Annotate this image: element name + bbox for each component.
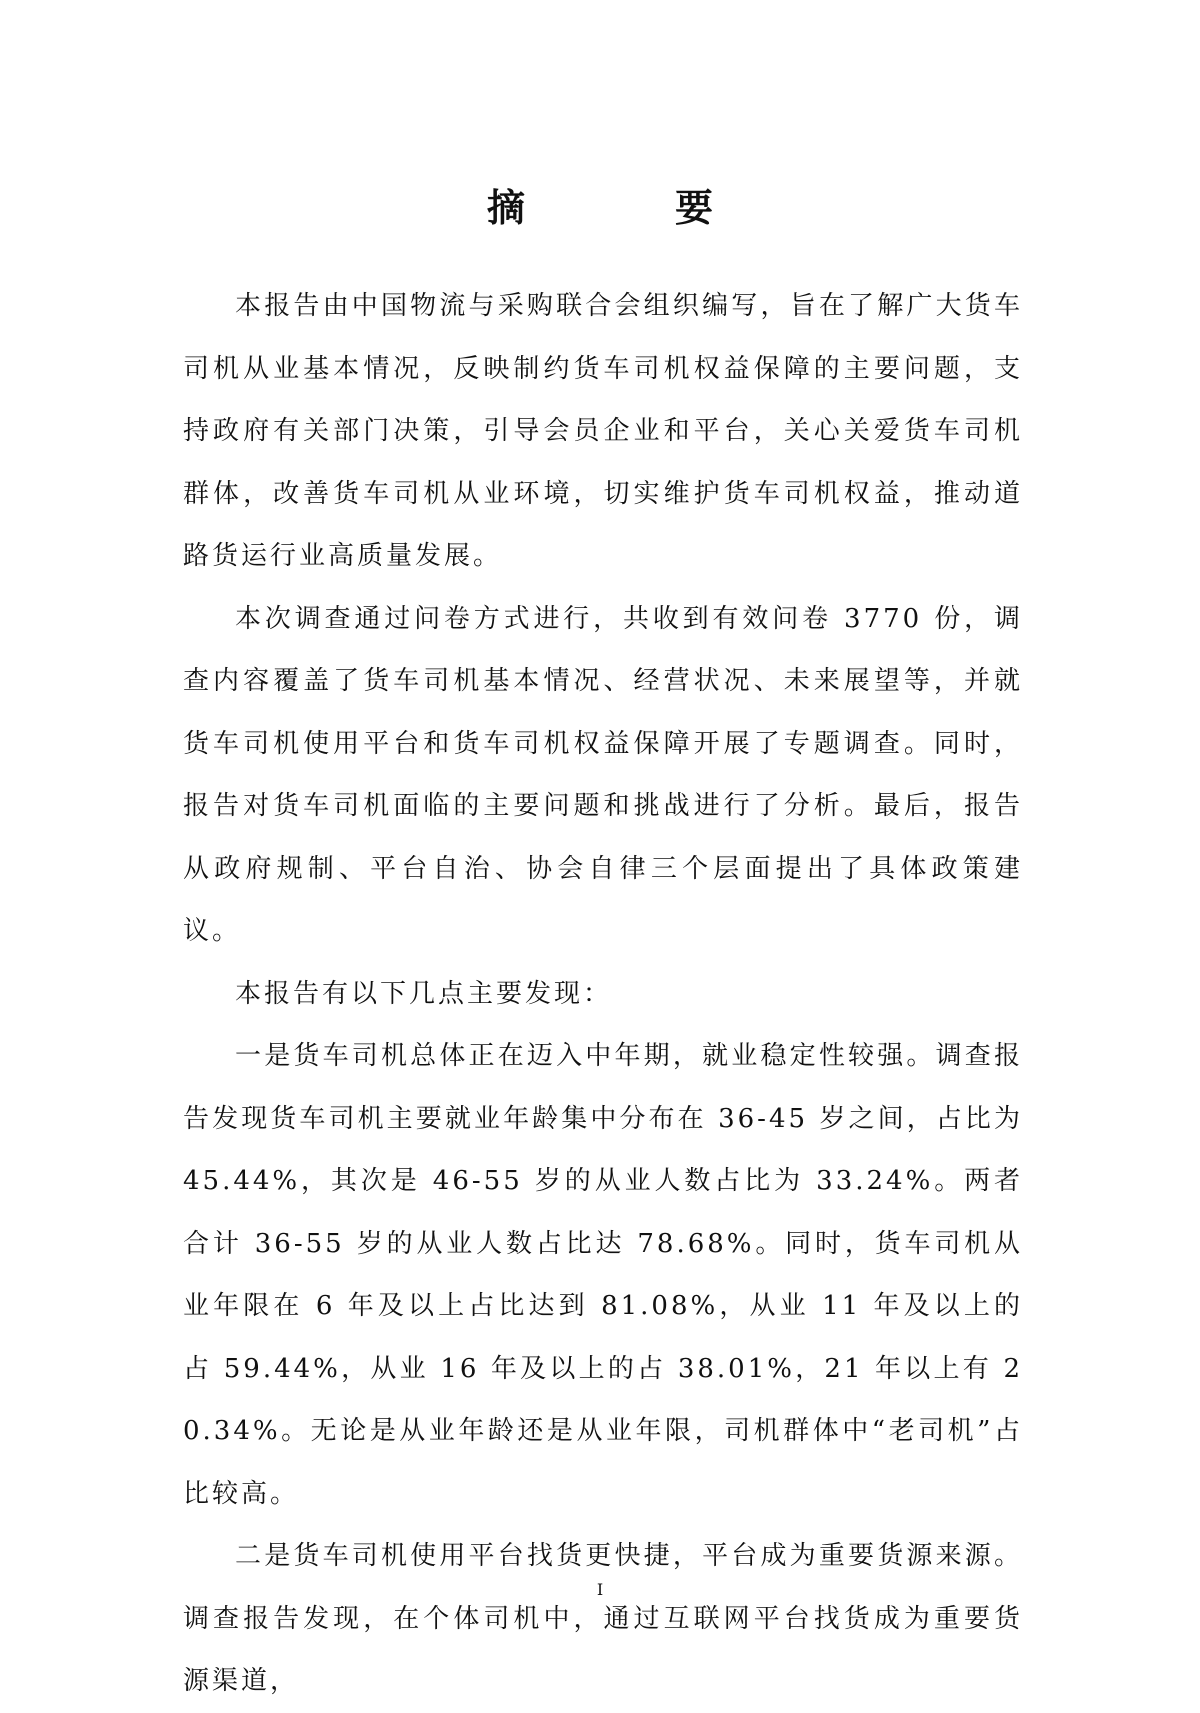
paragraph-survey: 本次调查通过问卷方式进行，共收到有效问卷 3770 份，调查内容覆盖了货车司机基本情况、经营状况、未来展望等，并就货车司机使用平台和货车司机权益保障开展了专题调查。同时，报告对货车司机面临的主要问题和挑战进行了分析。最后，报告从政府规制、平台自治、协会自律三个层面提出了具体政策建议。: [183, 603, 1023, 946]
abstract-body: [183, 275, 1023, 1713]
paragraph-finding-2: 二是货车司机使用平台找货更快捷，平台成为重要货源来源。调查报告发现，在个体司机中，通过互联网平台找货成为重要货源渠道，: [183, 1541, 1023, 1696]
paragraph-finding-1: 一是货车司机总体正在迈入中年期，就业稳定性较强。调查报告发现货车司机主要就业年龄集中分布在 36-45 岁之间，占比为 45.44%，其次是 46-55 岁的从业人数占比为 33.24%。两者合计 36-55 岁的从业人数占比达 78.68%。同时，货车司机从业年限在 6 年及以上占比达到 81.08%，从业 11 年及以上的占 59.44%，从业 16 年及以上的占 38.01%，21 年以上有 20.34%。无论是从业年龄还是从业年限，司机群体中“老司机”占比较高。: [183, 1041, 1023, 1509]
page-title: 摘 要: [486, 185, 769, 230]
paragraph-findings-lead: 本报告有以下几点主要发现：: [235, 978, 613, 1009]
page-number: I: [596, 1580, 604, 1599]
paragraph-intro: 本报告由中国物流与采购联合会组织编写，旨在了解广大货车司机从业基本情况，反映制约货车司机权益保障的主要问题，支持政府有关部门决策，引导会员企业和平台，关心关爱货车司机群体，改善货车司机从业环境，切实维护货车司机权益，推动道路货运行业高质量发展。: [183, 291, 1023, 571]
